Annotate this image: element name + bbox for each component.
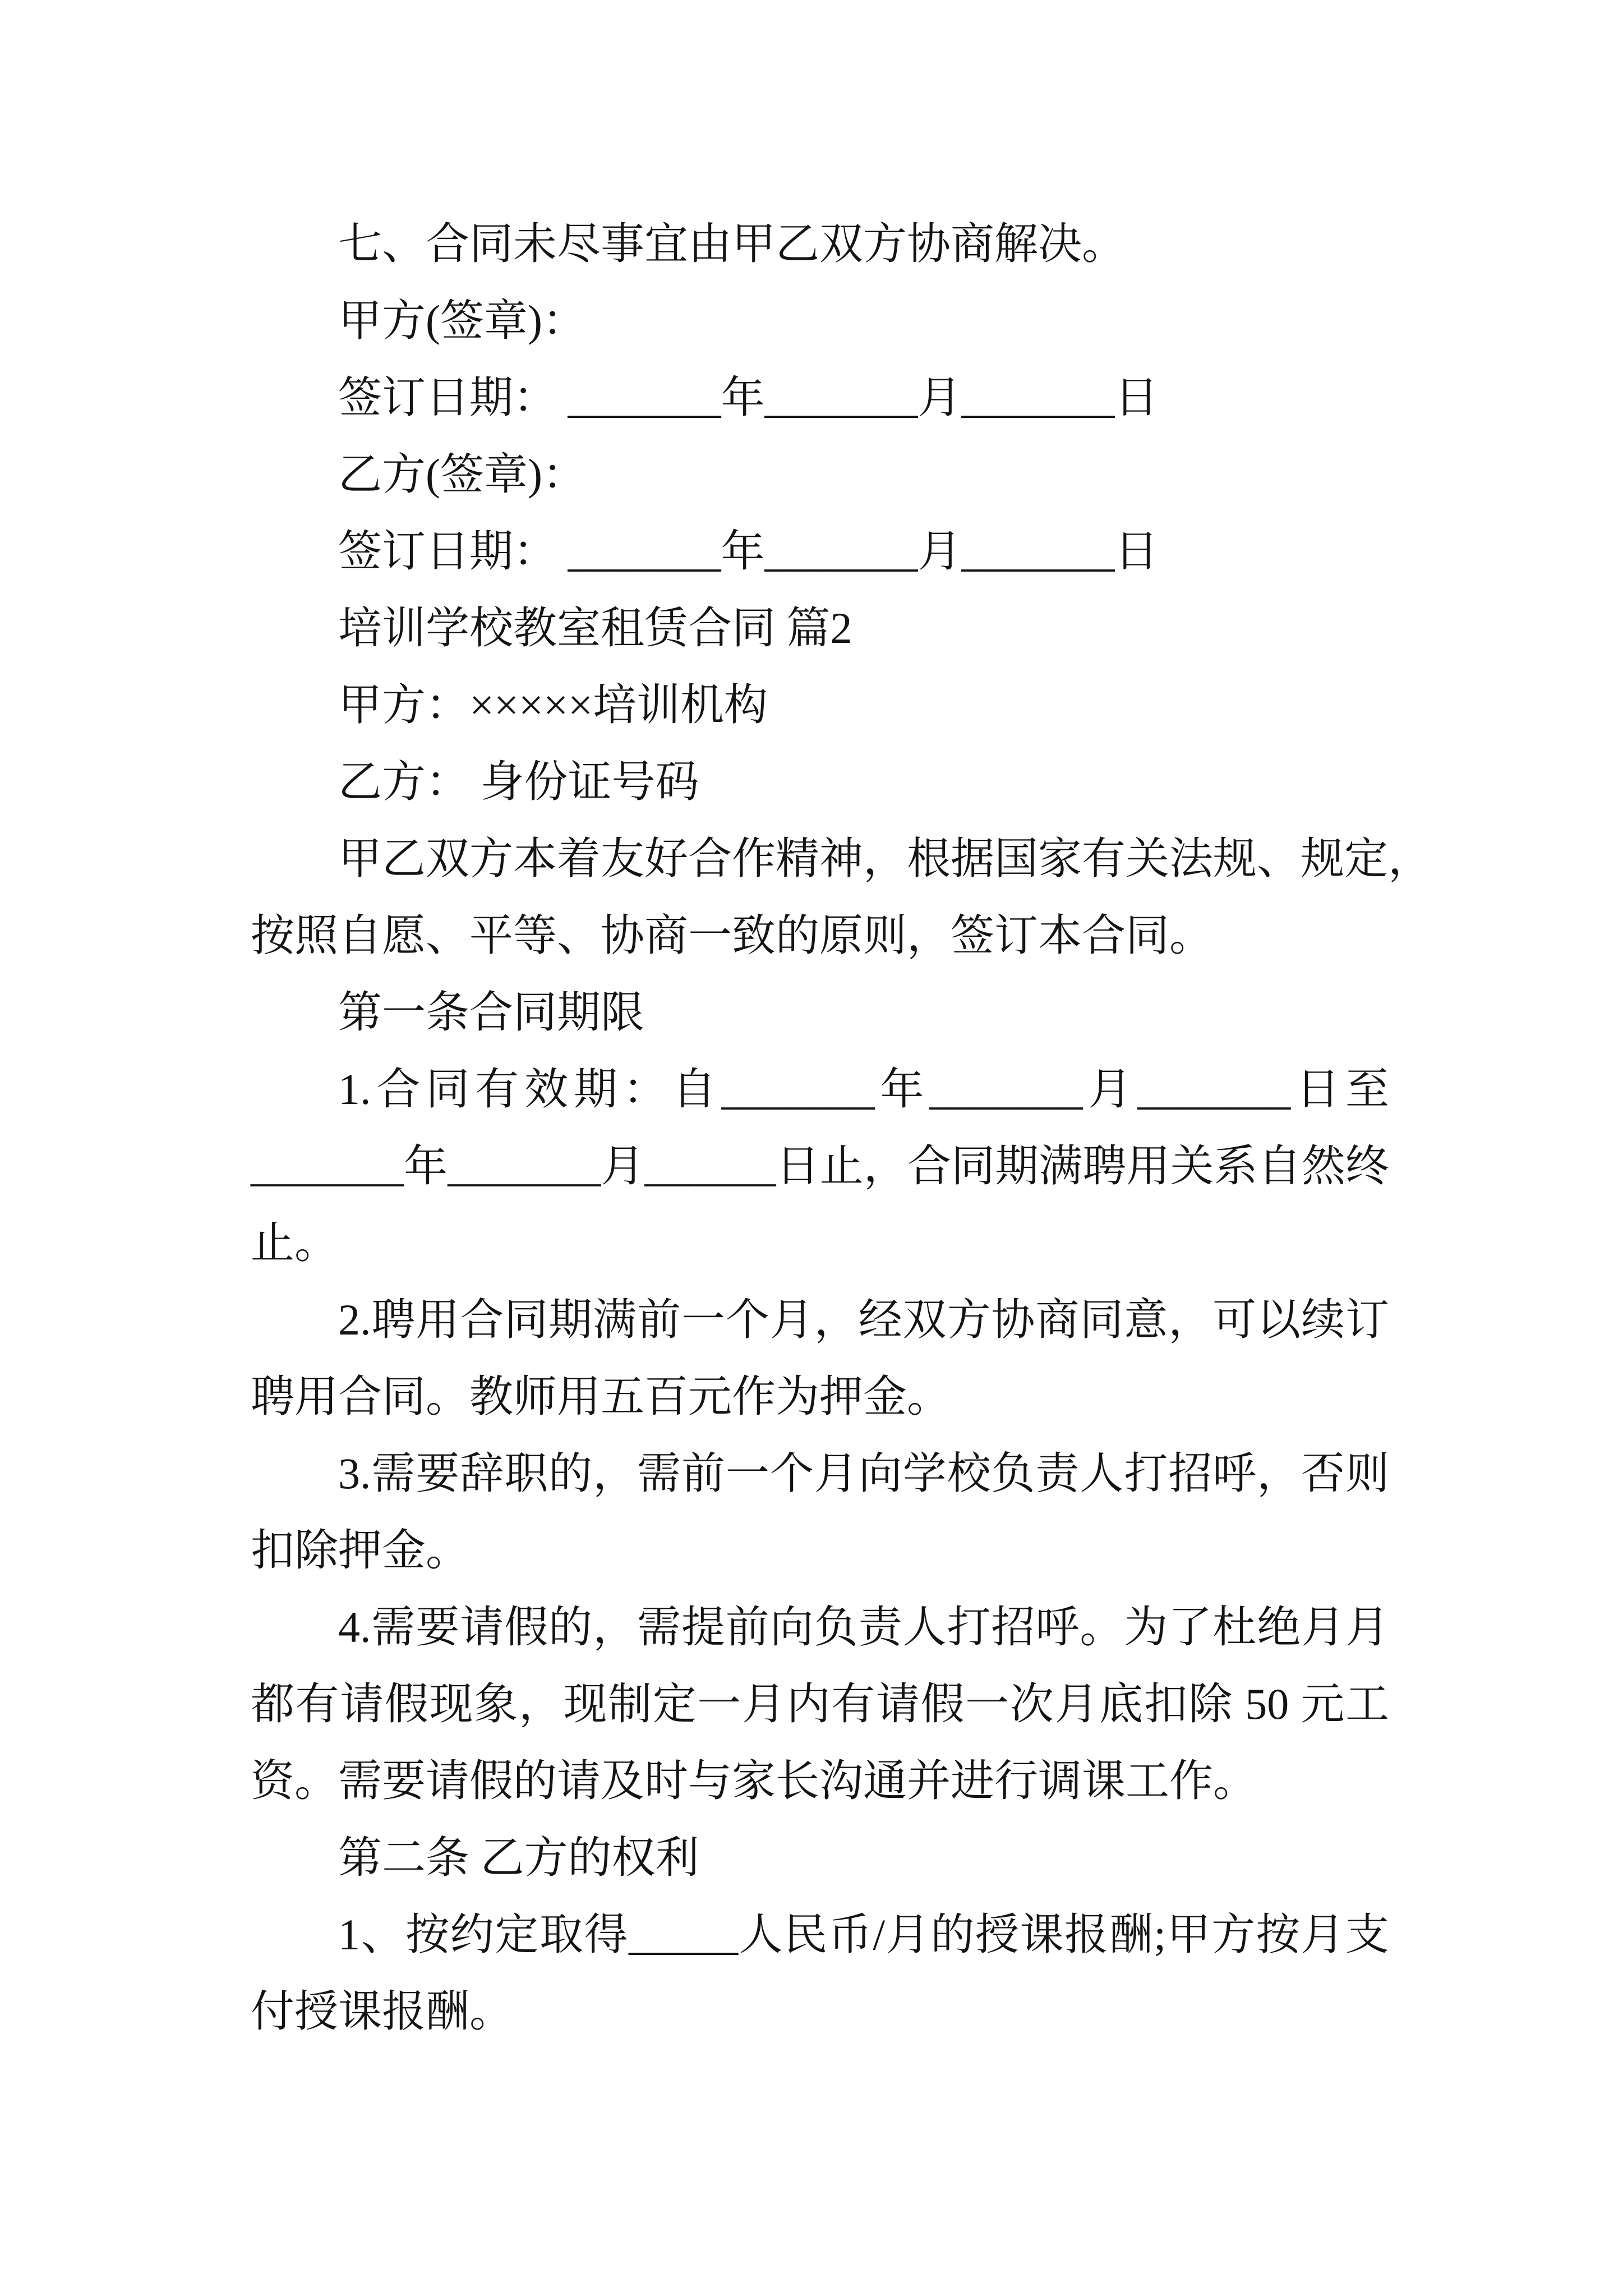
article-one-heading [251, 974, 1389, 1051]
text-line: 乙方： 身份证号码 [338, 757, 699, 806]
text-line: 1、按约定取得_____人民币/月的授课报酬;甲方按月支 [338, 1910, 1389, 1959]
contract-title [251, 590, 1389, 666]
text-line: 第二条 乙方的权利 [338, 1833, 699, 1882]
text-line: 资。需要请假的请及时与家长沟通并进行调课工作。 [251, 1756, 1257, 1805]
text-line: 按照自愿、平等、协商一致的原则，签订本合同。 [251, 911, 1214, 960]
text-line: 聘用合同。教师用五百元作为押金。 [251, 1372, 951, 1421]
party-b-signature-label [251, 436, 1389, 513]
article-two-item-1 [251, 1896, 1389, 2050]
text-line: 培训学校教室租赁合同 篇2 [338, 604, 852, 652]
party-a-name [251, 666, 1389, 743]
article-one-item-3 [251, 1435, 1389, 1589]
text-line: 扣除押金。 [251, 1526, 470, 1575]
text-line: 2.聘用合同期满前一个月，经双方协商同意，可以续订 [338, 1295, 1389, 1344]
text-line: 签订日期： _______年_______月_______日 [338, 527, 1159, 576]
text-line: 七、合同未尽事宜由甲乙双方协商解决。 [338, 219, 1126, 268]
party-a-signing-date [251, 359, 1389, 436]
text-line: 第一条合同期限 [338, 988, 645, 1037]
article-one-item-4 [251, 1589, 1389, 1819]
text-line: 1.合同有效期：自_______年_______月_______日至 [338, 1065, 1389, 1114]
text-line: 3.需要辞职的，需前一个月向学校负责人打招呼，否则 [338, 1449, 1389, 1498]
article-one-item-2 [251, 1281, 1389, 1435]
text-line: 乙方(签章)： [338, 450, 586, 499]
text-line: 付授课报酬。 [251, 1987, 514, 2036]
article-one-item-1 [251, 1051, 1389, 1281]
text-line: 4.需要请假的，需提前向负责人打招呼。为了杜绝月月 [338, 1603, 1389, 1651]
party-a-signature-label [251, 282, 1389, 359]
article-two-heading [251, 1819, 1389, 1896]
text-line: 甲方：×××××培训机构 [338, 680, 768, 729]
text-line: 止。 [251, 1218, 339, 1267]
text-line: 甲方(签章)： [338, 296, 586, 345]
text-line: 甲乙双方本着友好合作精神，根据国家有关法规、规定， [338, 834, 1432, 883]
text-line: 签订日期： _______年_______月_______日 [338, 373, 1159, 422]
party-b-id [251, 743, 1389, 820]
clause-seven [251, 205, 1389, 282]
party-b-signing-date [251, 513, 1389, 590]
text-line: 都有请假现象，现制定一月内有请假一次月底扣除 50 元工 [251, 1680, 1389, 1728]
preamble [251, 820, 1432, 974]
text-line: _______年_______月______日止，合同期满聘用关系自然终 [251, 1142, 1389, 1190]
document-body [251, 205, 1432, 2050]
